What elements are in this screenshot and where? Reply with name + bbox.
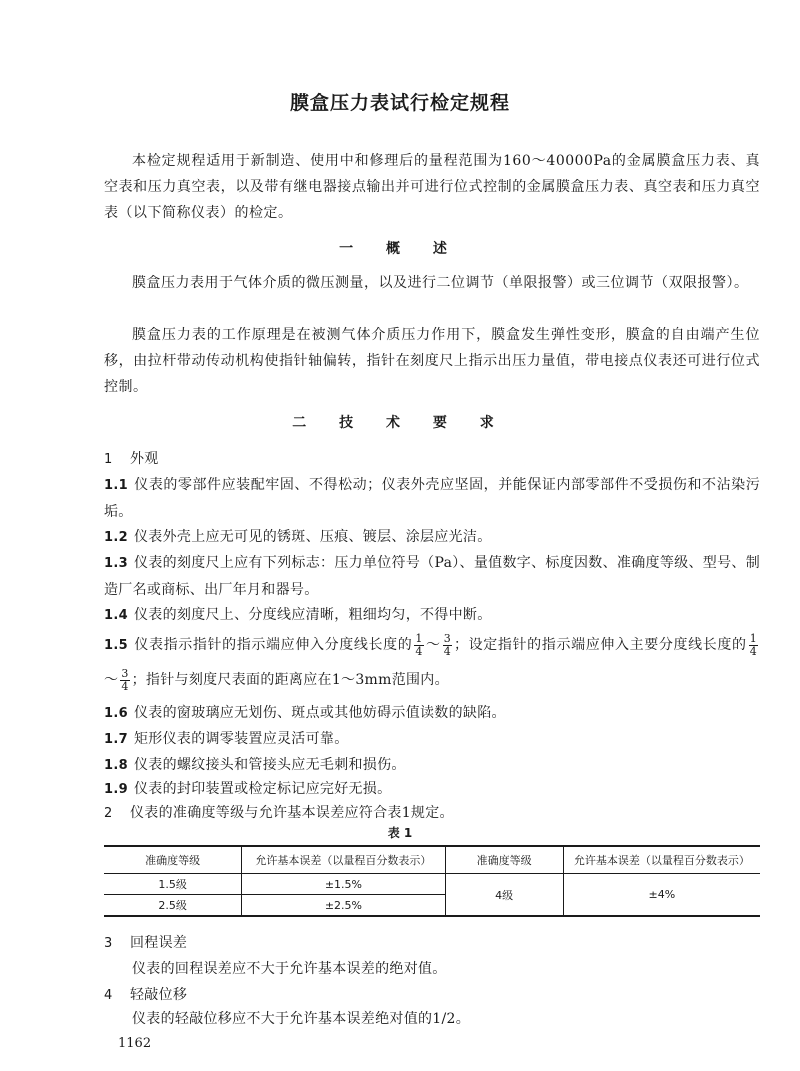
fraction-one-quarter: $\frac{1}{4}$ [749,631,758,658]
heading-appearance [104,446,760,473]
clause-number: 1.2 [104,530,128,545]
table-header: 允许基本误差（以量程百分数表示） [242,846,445,874]
clause-number: 1.3 [104,556,128,571]
heading-tap-shift [104,982,760,1009]
heading-text: 仪表的准确度等级与允许基本误差应符合表1规定。 [130,805,454,821]
clause-text-c: ；指针与刻度尺表面的距离应在1～3mm范围内。 [131,672,449,688]
fraction-three-quarters: $\frac{3}{4}$ [121,666,129,693]
table-cell: ±2.5% [242,895,445,917]
clause-number: 1.9 [104,782,128,797]
page-title: 膜盒压力表试行检定规程 [289,92,510,114]
heading-number: 1 [104,452,113,467]
tap-shift-paragraph: 仪表的轻敲位移应不大于允许基本误差绝对值的1/2。 [132,1011,471,1027]
clause-1-3 [104,550,760,603]
overview-paragraph-2: 膜盒压力表的工作原理是在被测气体介质压力作用下，膜盒发生弹性变形，膜盒的自由端产生位移，由拉杆带动传动机构使指针轴偏转，指针在刻度尺上指示出压力量值，带电接点仪表还可进行位式控制。 [104,327,760,395]
overview-paragraph-1: 膜盒压力表用于气体介质的微压测量，以及进行二位调节（单限报警）或三位调节（双限报警）。 [132,275,749,291]
clause-1-8 [104,752,760,779]
intro-paragraph: 本检定规程适用于新制造、使用中和修理后的量程范围为160～40000Pa的金属膜盒压力表、真空表和压力真空表，以及带有继电器接点输出并可进行位式控制的金属膜盒压力表、真空表和压力真空表（以下简称仪表）的检定。 [104,153,760,221]
table-header: 准确度等级 [145,854,201,867]
table-header: 准确度等级 [445,846,563,874]
clause-text: 仪表的窗玻璃应无划伤、斑点或其他妨碍示值读数的缺陷。 [134,705,506,721]
heading-text: 回程误差 [130,935,188,951]
range-dash: ～ [425,637,441,653]
clause-1-4 [104,602,760,629]
section-heading-overview: 一 概 述 [339,241,461,257]
clause-text: 仪表的零部件应装配牢固、不得松动；仪表外壳应坚固，并能保证内部零部件不受损伤和不沾染污垢。 [104,477,760,520]
table-header: 允许基本误差（以量程百分数表示） [563,846,760,874]
clause-text: 矩形仪表的调零装置应灵活可靠。 [134,731,349,747]
clause-text: 仪表的螺纹接头和管接头应无毛刺和损伤。 [134,757,406,773]
fraction-one-quarter: $\frac{1}{4}$ [415,631,423,658]
table-cell: 1.5级 [104,874,242,895]
clause-text: 仪表的刻度尺上、分度线应清晰，粗细均匀，不得中断。 [134,607,492,623]
clause-number: 1.8 [104,758,128,773]
heading-hysteresis [104,930,760,957]
range-dash: ～ [104,672,119,688]
table-cell: 4级 [445,874,563,917]
accuracy-table [104,845,760,917]
table-caption: 表 1 [387,826,413,840]
table-header-row [104,846,760,874]
fraction-three-quarters: $\frac{3}{4}$ [443,631,451,658]
clause-text-b: ；设定指针的指示端应伸入主要分度线长度的 [454,637,747,653]
clause-1-6 [104,700,760,727]
heading-number: 4 [104,988,113,1003]
table-row [104,874,760,895]
clause-text: 仪表外壳上应无可见的锈斑、压痕、镀层、涂层应光洁。 [134,529,492,545]
clause-text: 仪表的封印装置或检定标记应完好无损。 [134,781,392,797]
clause-number: 1.5 [104,638,128,653]
table-cell: ±4% [563,874,760,917]
clause-text-a: 仪表指示指针的指示端应伸入分度线长度的 [134,637,413,653]
clause-1-5 [104,628,760,697]
page-number: 1162 [118,1036,152,1051]
table-cell: ±1.5% [242,874,445,895]
heading-number: 2 [104,806,113,821]
clause-1-9 [104,776,760,803]
hysteresis-paragraph: 仪表的回程误差应不大于允许基本误差的绝对值。 [132,961,447,977]
section-heading-tech-requirements: 二 技 术 要 求 [292,415,508,431]
clause-1-2 [104,524,760,551]
heading-text: 轻敲位移 [130,987,188,1003]
clause-number: 1.1 [104,478,128,493]
table-cell: 2.5级 [158,899,187,912]
clause-number: 1.7 [104,732,128,747]
clause-number: 1.4 [104,608,128,623]
clause-text: 仪表的刻度尺上应有下列标志：压力单位符号（Pa）、量值数字、标度因数、准确度等级、型号、制造厂名或商标、出厂年月和器号。 [104,555,760,598]
clause-1-7 [104,726,760,753]
clause-number: 1.6 [104,706,128,721]
heading-accuracy [104,800,760,827]
clause-1-1 [104,472,760,525]
heading-number: 3 [104,936,113,951]
heading-text: 外观 [130,451,159,467]
